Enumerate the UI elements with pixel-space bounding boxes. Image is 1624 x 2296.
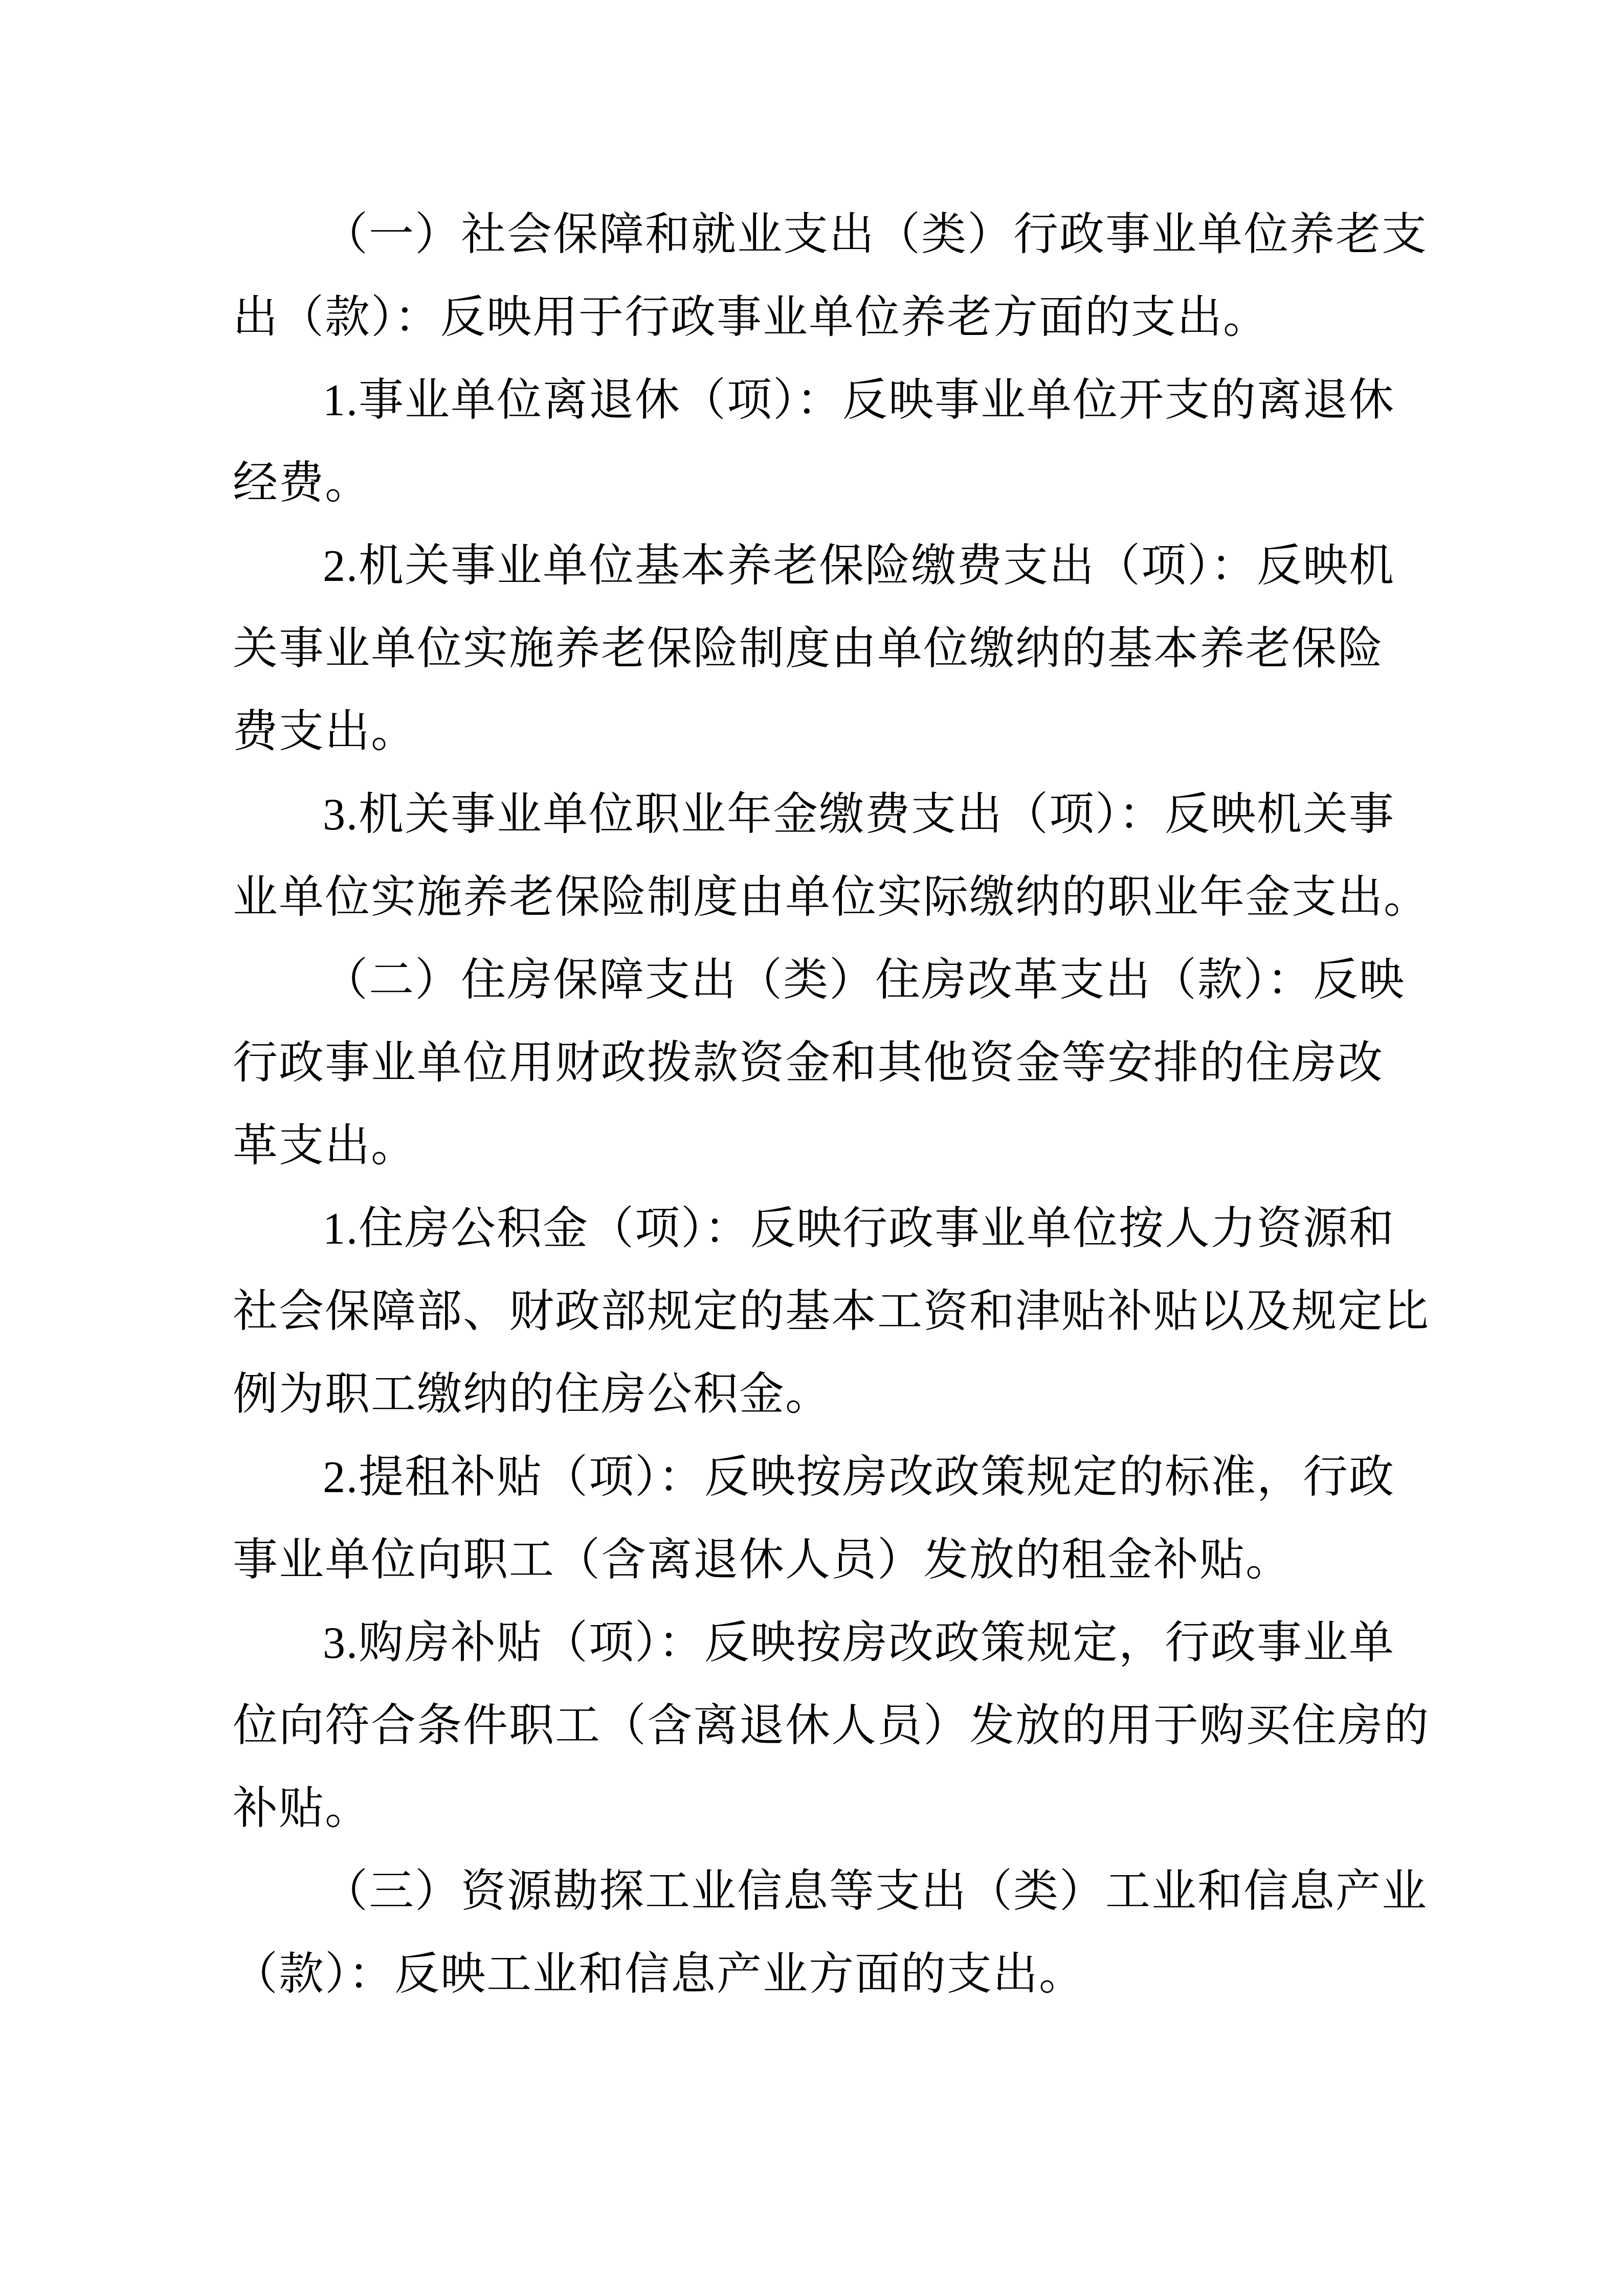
text-line: 关事业单位实施养老保险制度由单位缴纳的基本养老保险 [233,624,1384,674]
text-line: 业单位实施养老保险制度由单位实际缴纳的职业年金支出。 [233,873,1430,922]
text-line: 行政事业单位用财政拨款资金和其他资金等安排的住房改 [233,1039,1384,1088]
text-line: 费支出。 [233,707,417,757]
text-line: 补贴。 [233,1784,371,1834]
text-paragraph [233,939,1406,1188]
text-line: 革支出。 [233,1121,417,1171]
text-line: 1.事业单位离退休（项）：反映事业单位开支的离退休 [323,376,1395,425]
text-paragraph [233,1188,1430,1436]
text-paragraph [233,774,1430,939]
text-line: 3.购房补贴（项）：反映按房改政策规定，行政事业单 [323,1618,1395,1668]
text-line: 3.机关事业单位职业年金缴费支出（项）：反映机关事 [323,790,1395,840]
text-paragraph [233,1851,1428,2016]
text-line: 1.住房公积金（项）：反映行政事业单位按人力资源和 [323,1204,1395,1254]
text-line: （三）资源勘探工业信息等支出（类）工业和信息产业 [323,1867,1428,1917]
text-line: 社会保障部、财政部规定的基本工资和津贴补贴以及规定比 [233,1287,1430,1337]
document-body [233,194,1430,2016]
text-paragraph [233,525,1395,774]
text-line: 经费。 [233,459,371,508]
text-line: 2.机关事业单位基本养老保险缴费支出（项）：反映机 [323,542,1395,591]
text-paragraph [233,1602,1430,1851]
text-line: （款）：反映工业和信息产业方面的支出。 [233,1950,1085,1999]
text-paragraph [233,194,1428,359]
text-line: 位向符合条件职工（含离退休人员）发放的用于购买住房的 [233,1701,1430,1751]
text-line: （一）社会保障和就业支出（类）行政事业单位养老支 [323,210,1428,260]
text-line: （二）住房保障支出（类）住房改革支出（款）：反映 [323,956,1406,1005]
text-line: 出（款）：反映用于行政事业单位养老方面的支出。 [233,293,1270,343]
text-paragraph [233,359,1395,525]
text-paragraph [233,1436,1395,1602]
text-line: 例为职工缴纳的住房公积金。 [233,1370,832,1420]
text-line: 2.提租补贴（项）：反映按房改政策规定的标准，行政 [323,1453,1395,1502]
text-line: 事业单位向职工（含离退休人员）发放的租金补贴。 [233,1536,1292,1585]
